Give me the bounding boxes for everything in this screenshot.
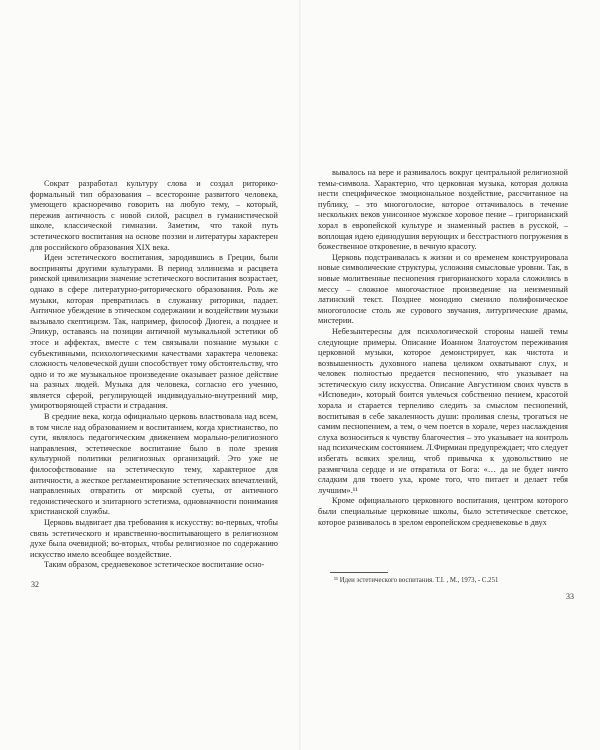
left-paragraph: Церковь выдвигает два требования к искусству: во-первых, чтобы связь эстетического и нравственно-воспитывающего в религиозном духе была очевидной; во-вторых, чтобы религиозное по содержанию искусство имело всеобщее воздействие. — [30, 518, 278, 559]
right-paragraph: вывалось на вере и развивалось вокруг центральной религиозной темы-символа. Характерно, что церковная музыка, которая должна нести специфическое эмоциональное воздействие, рассчитанное на публику, – это многоголосие, которое оттачивалось в течение нескольких веков унисонное мужское хоровое пение – григорианский хорал в европейской культуре и знаменный распев в русской, – воплощая идею единодушия верующих и бесстрастного погружения в божественное откровение, в вечную красоту. — [318, 168, 568, 252]
left-page-text — [30, 179, 278, 619]
left-page-number: 32 — [31, 580, 39, 589]
book-spine — [299, 0, 301, 750]
footnote: ¹¹ Идеи эстетического воспитания. Т.I. , М., 1973, - С.251 — [334, 577, 499, 584]
footnote-rule — [330, 572, 388, 573]
left-paragraph: Идеи эстетического воспитания, зародившись в Греции, были восприняты другими культурами. В период эллинизма и расцвета римской цивилизации значение эстетического воспитания возрастает, однако в сфере литературно-риторического образования. Роль же музыки, которая превратилась в служанку риторики, падает. Античное убеждение в этическом содержании и воздействии музыки вызывало скептицизм. Так, например, философ Диоген, а позднее и Эпикур, оставаясь на позиции античной музыкальной эстетики об этосе и аффектах, вместе с тем связывали познание музыки с субъективными, психологическими качествами характера человека: сложность человеческой души способствует тому обстоятельству, что одно и то же музыкальное произведение оказывает разное действие на разных людей. Музыка для человека, согласно его учению, является сферой, регулирующей индивидуально-внутренний мир, умиротворяющей страсти и страдания. — [30, 253, 278, 411]
right-paragraph: Церковь подстраивалась к жизни и со временем конструировала новые символические структуры, усложняя смысловые уровни. Так, в новые молитвенные песнопения григорианского хорала сложились в мессу – сложное многочастное произведение на неизменный латинский текст. Позднее монодию сменило полифоническое многоголосие столь же сурового звучания, литургические драмы, мистерии. — [318, 252, 568, 326]
right-paragraph: Кроме официального церковного воспитания, центром которого были специальные церковные школы, было эстетическое светское, которое развивалось в зрелом европейском средневековье в двух — [318, 496, 568, 527]
left-paragraph: Сократ разработал культуру слова и создал риторико-формальный тип образования – всесторонне развитого человека, умеющего красноречиво говорить на любую тему, – который, пережив античность с новой силой, расцвел в гуманистической школе, классической гимназии. Заметим, что такой путь эстетического воспитания на основе поэзии и литературы характерен для российского образования XIX века. — [30, 179, 278, 252]
right-page-number: 33 — [566, 592, 574, 601]
left-paragraph: Таким образом, средневековое эстетическое воспитание осно- — [44, 560, 265, 570]
left-paragraph: В средние века, когда официально церковь властвовала над всем, в том числе над образованием и воспитанием, когда христианство, по сути, являлось педагогическим движением морально-религиозного направления, эстетическое воспитание было в поле зрения культурной политики религиозных организаций. Это уже не философствование на эстетическую тему, характерное для античности, а жесткое регламентирование эстетических впечатлений, направленных отвратить от мирской суеты, от античного гедонистического и элитарного эстетизма, одновначности понимания христианской службы. — [30, 412, 278, 517]
right-paragraph: Небезынтересны для психологической стороны нашей темы следующие примеры. Описание Иоанном Златоустом переживания церковной музыки, которое демонстрирует, как чистота и возвышенность духовного напева целиком охватывают слух, и человек полностью предается песнопению, что указывает на эстетическую силу искусства. Описание Августином своих чувств в «Исповеди», который боится увлечься собственно пением, красотой хорала и старается терпеливо следить за смыслом песнопений, воспитывая в себе закаленность души: проливая слезы, трогаться не самим песнопением, а тем, о чем поется в хорале, через наслаждения слуха возноситься к чувству благочестия – это указывает на контроль над психическим состоянием. Л.Фирмиан предупреждает; что следует избегать всяких зрелищ, чтоб привычка к удовольствию не размягчила сердце и не отвратила от Бога: «… да не будет ничто сладким для твоего уха, кроме того, что питает и делает тебя лучшим».¹¹ — [318, 326, 568, 495]
right-page-text — [318, 168, 568, 594]
